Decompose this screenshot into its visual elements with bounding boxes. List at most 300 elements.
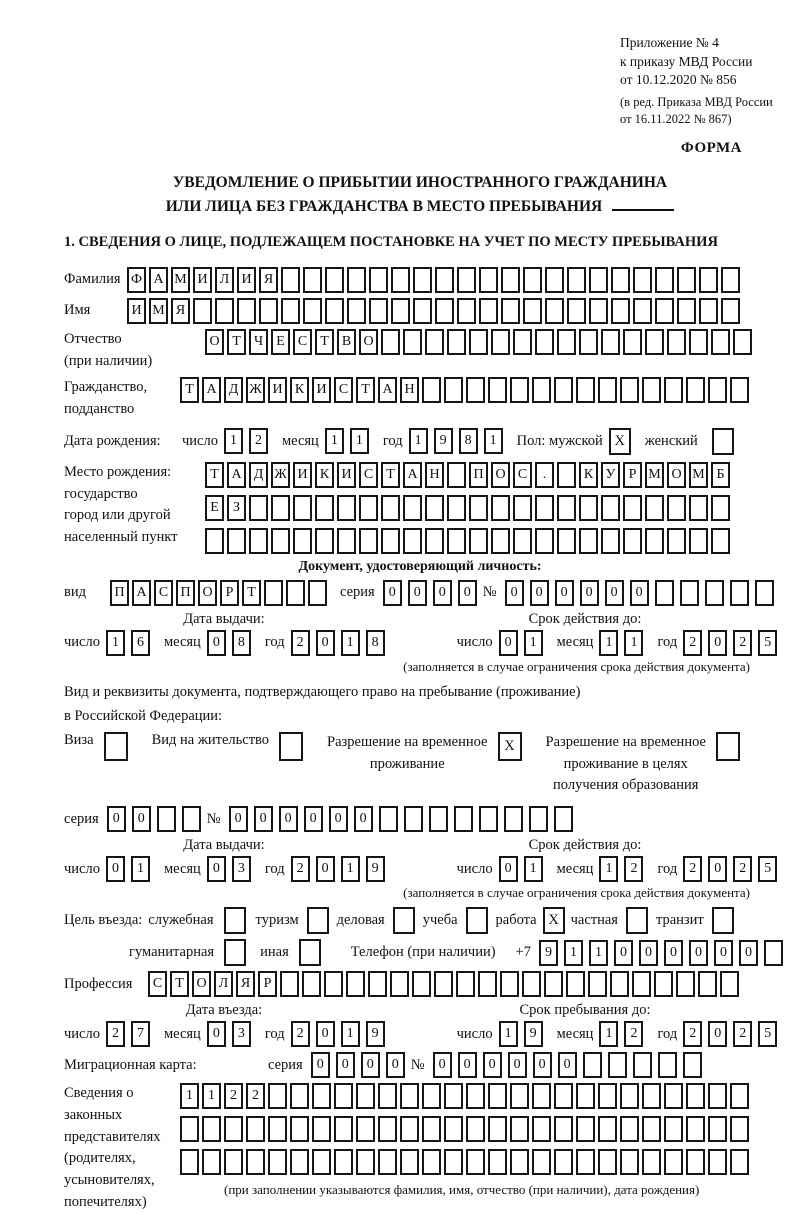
char-cell[interactable]: 0 [739, 940, 758, 966]
char-cell[interactable] [193, 298, 212, 324]
char-cell[interactable] [302, 971, 321, 997]
char-cell[interactable] [642, 377, 661, 403]
char-cell[interactable]: С [334, 377, 353, 403]
char-cell[interactable]: Я [171, 298, 190, 324]
char-cell[interactable]: 0 [580, 580, 599, 606]
char-cell[interactable] [730, 1083, 749, 1109]
char-cell[interactable] [601, 528, 620, 554]
char-cell[interactable] [346, 971, 365, 997]
char-cell[interactable] [413, 298, 432, 324]
visa-checkbox[interactable] [104, 732, 128, 761]
char-cell[interactable]: 0 [433, 1052, 452, 1078]
char-cell[interactable]: 1 [624, 630, 643, 656]
char-cell[interactable]: 0 [361, 1052, 380, 1078]
char-cell[interactable] [557, 495, 576, 521]
char-cell[interactable] [227, 528, 246, 554]
char-cell[interactable] [290, 1083, 309, 1109]
char-cell[interactable] [664, 377, 683, 403]
char-cell[interactable] [620, 1083, 639, 1109]
temp-permit-checkbox[interactable]: X [498, 732, 522, 761]
char-cell[interactable]: Я [259, 267, 278, 293]
char-cell[interactable] [469, 495, 488, 521]
char-cell[interactable] [699, 298, 718, 324]
char-cell[interactable]: 2 [733, 630, 752, 656]
char-cell[interactable] [479, 298, 498, 324]
char-cell[interactable]: П [176, 580, 195, 606]
char-cell[interactable]: 1 [409, 428, 428, 454]
char-cell[interactable]: 0 [107, 806, 126, 832]
char-cell[interactable] [598, 377, 617, 403]
char-cell[interactable] [523, 267, 542, 293]
char-cell[interactable]: 1 [180, 1083, 199, 1109]
char-cell[interactable]: Ж [246, 377, 265, 403]
official-checkbox[interactable] [224, 907, 246, 934]
char-cell[interactable] [359, 495, 378, 521]
char-cell[interactable]: 1 [131, 856, 150, 882]
char-cell[interactable] [447, 528, 466, 554]
char-cell[interactable] [334, 1149, 353, 1175]
char-cell[interactable] [589, 298, 608, 324]
char-cell[interactable]: 8 [232, 630, 251, 656]
char-cell[interactable]: 0 [605, 580, 624, 606]
char-cell[interactable]: 0 [207, 630, 226, 656]
char-cell[interactable] [642, 1149, 661, 1175]
char-cell[interactable] [645, 528, 664, 554]
char-cell[interactable]: 1 [599, 1021, 618, 1047]
char-cell[interactable] [491, 528, 510, 554]
char-cell[interactable]: 2 [683, 630, 702, 656]
char-cell[interactable]: Т [356, 377, 375, 403]
char-cell[interactable] [755, 580, 774, 606]
char-cell[interactable] [224, 1116, 243, 1142]
char-cell[interactable] [224, 1149, 243, 1175]
char-cell[interactable]: 0 [336, 1052, 355, 1078]
char-cell[interactable]: Е [271, 329, 290, 355]
char-cell[interactable] [303, 298, 322, 324]
char-cell[interactable] [532, 377, 551, 403]
char-cell[interactable] [545, 298, 564, 324]
char-cell[interactable] [312, 1083, 331, 1109]
char-cell[interactable] [510, 377, 529, 403]
char-cell[interactable]: Д [249, 462, 268, 488]
char-cell[interactable] [488, 1083, 507, 1109]
char-cell[interactable]: 1 [341, 1021, 360, 1047]
char-cell[interactable]: К [315, 462, 334, 488]
char-cell[interactable]: 0 [386, 1052, 405, 1078]
char-cell[interactable] [620, 1116, 639, 1142]
char-cell[interactable] [623, 329, 642, 355]
char-cell[interactable]: 2 [291, 1021, 310, 1047]
char-cell[interactable] [611, 298, 630, 324]
char-cell[interactable] [579, 495, 598, 521]
char-cell[interactable]: 1 [564, 940, 583, 966]
char-cell[interactable] [510, 1116, 529, 1142]
char-cell[interactable]: 0 [508, 1052, 527, 1078]
char-cell[interactable]: И [127, 298, 146, 324]
other-purpose-checkbox[interactable] [299, 939, 321, 966]
char-cell[interactable]: Р [623, 462, 642, 488]
char-cell[interactable] [378, 1149, 397, 1175]
char-cell[interactable] [444, 1149, 463, 1175]
char-cell[interactable] [567, 298, 586, 324]
char-cell[interactable]: 5 [758, 630, 777, 656]
char-cell[interactable]: 0 [689, 940, 708, 966]
char-cell[interactable]: 0 [408, 580, 427, 606]
char-cell[interactable] [381, 528, 400, 554]
char-cell[interactable] [677, 267, 696, 293]
char-cell[interactable] [369, 267, 388, 293]
char-cell[interactable] [557, 528, 576, 554]
char-cell[interactable]: 6 [131, 630, 150, 656]
char-cell[interactable] [523, 298, 542, 324]
char-cell[interactable]: О [198, 580, 217, 606]
char-cell[interactable] [721, 267, 740, 293]
char-cell[interactable] [422, 1083, 441, 1109]
char-cell[interactable]: Т [205, 462, 224, 488]
char-cell[interactable] [271, 495, 290, 521]
char-cell[interactable] [677, 298, 696, 324]
char-cell[interactable] [532, 1083, 551, 1109]
char-cell[interactable]: 0 [483, 1052, 502, 1078]
char-cell[interactable] [610, 971, 629, 997]
char-cell[interactable]: 1 [224, 428, 243, 454]
char-cell[interactable] [379, 806, 398, 832]
char-cell[interactable]: 1 [524, 856, 543, 882]
char-cell[interactable] [730, 580, 749, 606]
char-cell[interactable]: 2 [106, 1021, 125, 1047]
char-cell[interactable] [356, 1116, 375, 1142]
char-cell[interactable] [180, 1149, 199, 1175]
char-cell[interactable] [658, 1052, 677, 1078]
char-cell[interactable]: Т [381, 462, 400, 488]
char-cell[interactable] [589, 267, 608, 293]
char-cell[interactable] [601, 495, 620, 521]
char-cell[interactable]: 0 [555, 580, 574, 606]
char-cell[interactable]: 0 [499, 630, 518, 656]
char-cell[interactable] [608, 1052, 627, 1078]
char-cell[interactable]: 0 [458, 1052, 477, 1078]
char-cell[interactable] [479, 806, 498, 832]
char-cell[interactable]: . [535, 462, 554, 488]
char-cell[interactable]: П [110, 580, 129, 606]
char-cell[interactable] [466, 377, 485, 403]
char-cell[interactable] [664, 1116, 683, 1142]
char-cell[interactable] [447, 329, 466, 355]
char-cell[interactable]: 0 [458, 580, 477, 606]
char-cell[interactable] [501, 267, 520, 293]
char-cell[interactable] [215, 298, 234, 324]
char-cell[interactable] [557, 462, 576, 488]
char-cell[interactable]: 0 [558, 1052, 577, 1078]
char-cell[interactable] [381, 495, 400, 521]
female-checkbox[interactable] [712, 428, 734, 455]
char-cell[interactable] [544, 971, 563, 997]
char-cell[interactable]: 0 [714, 940, 733, 966]
char-cell[interactable] [689, 495, 708, 521]
char-cell[interactable]: 0 [106, 856, 125, 882]
char-cell[interactable]: И [268, 377, 287, 403]
char-cell[interactable] [720, 971, 739, 997]
char-cell[interactable]: 1 [524, 630, 543, 656]
char-cell[interactable] [456, 971, 475, 997]
char-cell[interactable] [708, 1116, 727, 1142]
char-cell[interactable] [466, 1083, 485, 1109]
char-cell[interactable]: О [359, 329, 378, 355]
char-cell[interactable]: 1 [325, 428, 344, 454]
char-cell[interactable] [711, 329, 730, 355]
char-cell[interactable] [708, 1083, 727, 1109]
char-cell[interactable] [654, 971, 673, 997]
char-cell[interactable] [667, 495, 686, 521]
char-cell[interactable]: 0 [311, 1052, 330, 1078]
char-cell[interactable]: К [290, 377, 309, 403]
char-cell[interactable] [202, 1116, 221, 1142]
char-cell[interactable] [246, 1116, 265, 1142]
char-cell[interactable]: Я [236, 971, 255, 997]
private-checkbox[interactable] [626, 907, 648, 934]
char-cell[interactable] [447, 462, 466, 488]
char-cell[interactable]: И [337, 462, 356, 488]
char-cell[interactable]: А [227, 462, 246, 488]
char-cell[interactable]: 0 [639, 940, 658, 966]
char-cell[interactable] [447, 495, 466, 521]
char-cell[interactable] [271, 528, 290, 554]
char-cell[interactable] [642, 1083, 661, 1109]
char-cell[interactable]: С [148, 971, 167, 997]
char-cell[interactable] [655, 580, 674, 606]
char-cell[interactable] [545, 267, 564, 293]
char-cell[interactable] [368, 971, 387, 997]
char-cell[interactable] [334, 1083, 353, 1109]
char-cell[interactable] [598, 1083, 617, 1109]
char-cell[interactable]: С [513, 462, 532, 488]
char-cell[interactable]: 1 [599, 630, 618, 656]
char-cell[interactable] [337, 528, 356, 554]
char-cell[interactable]: 2 [224, 1083, 243, 1109]
char-cell[interactable]: 1 [484, 428, 503, 454]
char-cell[interactable] [598, 1149, 617, 1175]
char-cell[interactable]: Р [258, 971, 277, 997]
char-cell[interactable] [522, 971, 541, 997]
char-cell[interactable]: 1 [499, 1021, 518, 1047]
char-cell[interactable] [391, 298, 410, 324]
char-cell[interactable] [676, 971, 695, 997]
char-cell[interactable]: Р [220, 580, 239, 606]
char-cell[interactable] [249, 528, 268, 554]
char-cell[interactable]: Т [227, 329, 246, 355]
char-cell[interactable]: 2 [291, 856, 310, 882]
char-cell[interactable] [730, 377, 749, 403]
char-cell[interactable]: Т [180, 377, 199, 403]
char-cell[interactable]: 0 [207, 1021, 226, 1047]
char-cell[interactable] [655, 298, 674, 324]
char-cell[interactable] [488, 377, 507, 403]
char-cell[interactable] [711, 495, 730, 521]
char-cell[interactable]: 2 [291, 630, 310, 656]
char-cell[interactable] [359, 528, 378, 554]
char-cell[interactable]: 0 [614, 940, 633, 966]
char-cell[interactable] [576, 1083, 595, 1109]
char-cell[interactable] [667, 528, 686, 554]
char-cell[interactable] [400, 1149, 419, 1175]
char-cell[interactable] [444, 377, 463, 403]
char-cell[interactable]: А [202, 377, 221, 403]
char-cell[interactable]: Ж [271, 462, 290, 488]
char-cell[interactable] [422, 1149, 441, 1175]
char-cell[interactable]: Н [400, 377, 419, 403]
work-checkbox[interactable]: X [543, 907, 565, 934]
char-cell[interactable] [501, 298, 520, 324]
char-cell[interactable] [381, 329, 400, 355]
char-cell[interactable] [488, 1149, 507, 1175]
char-cell[interactable] [733, 329, 752, 355]
char-cell[interactable]: М [171, 267, 190, 293]
char-cell[interactable] [180, 1116, 199, 1142]
char-cell[interactable] [598, 1116, 617, 1142]
char-cell[interactable]: И [237, 267, 256, 293]
char-cell[interactable] [632, 971, 651, 997]
char-cell[interactable] [566, 971, 585, 997]
char-cell[interactable] [535, 528, 554, 554]
char-cell[interactable]: 0 [316, 1021, 335, 1047]
char-cell[interactable]: 2 [683, 856, 702, 882]
char-cell[interactable]: 9 [524, 1021, 543, 1047]
char-cell[interactable]: 0 [533, 1052, 552, 1078]
char-cell[interactable] [249, 495, 268, 521]
char-cell[interactable]: М [689, 462, 708, 488]
char-cell[interactable] [664, 1083, 683, 1109]
char-cell[interactable] [554, 1083, 573, 1109]
char-cell[interactable]: 2 [733, 856, 752, 882]
char-cell[interactable] [315, 495, 334, 521]
char-cell[interactable] [500, 971, 519, 997]
char-cell[interactable] [264, 580, 283, 606]
char-cell[interactable] [583, 1052, 602, 1078]
char-cell[interactable] [290, 1149, 309, 1175]
char-cell[interactable] [268, 1149, 287, 1175]
char-cell[interactable] [290, 1116, 309, 1142]
char-cell[interactable] [633, 267, 652, 293]
char-cell[interactable] [623, 528, 642, 554]
char-cell[interactable] [422, 1116, 441, 1142]
char-cell[interactable] [434, 971, 453, 997]
char-cell[interactable] [623, 495, 642, 521]
char-cell[interactable]: 5 [758, 856, 777, 882]
char-cell[interactable] [611, 267, 630, 293]
char-cell[interactable]: 9 [434, 428, 453, 454]
char-cell[interactable] [425, 329, 444, 355]
char-cell[interactable] [157, 806, 176, 832]
char-cell[interactable] [532, 1116, 551, 1142]
char-cell[interactable] [686, 377, 705, 403]
char-cell[interactable] [633, 298, 652, 324]
residence-permit-checkbox[interactable] [279, 732, 303, 761]
char-cell[interactable] [478, 971, 497, 997]
char-cell[interactable] [308, 580, 327, 606]
char-cell[interactable]: Л [215, 267, 234, 293]
char-cell[interactable] [667, 329, 686, 355]
char-cell[interactable]: М [149, 298, 168, 324]
char-cell[interactable] [664, 1149, 683, 1175]
char-cell[interactable] [730, 1149, 749, 1175]
char-cell[interactable]: 2 [624, 856, 643, 882]
char-cell[interactable]: 1 [341, 630, 360, 656]
char-cell[interactable]: 2 [733, 1021, 752, 1047]
char-cell[interactable]: 9 [366, 856, 385, 882]
char-cell[interactable] [689, 329, 708, 355]
char-cell[interactable]: 2 [249, 428, 268, 454]
char-cell[interactable]: Ф [127, 267, 146, 293]
char-cell[interactable] [513, 495, 532, 521]
char-cell[interactable] [334, 1116, 353, 1142]
char-cell[interactable] [268, 1083, 287, 1109]
char-cell[interactable] [532, 1149, 551, 1175]
char-cell[interactable] [686, 1149, 705, 1175]
char-cell[interactable]: 2 [246, 1083, 265, 1109]
char-cell[interactable]: 2 [683, 1021, 702, 1047]
char-cell[interactable] [689, 528, 708, 554]
char-cell[interactable] [680, 580, 699, 606]
char-cell[interactable] [425, 528, 444, 554]
char-cell[interactable]: У [601, 462, 620, 488]
char-cell[interactable]: 0 [304, 806, 323, 832]
char-cell[interactable]: Н [425, 462, 444, 488]
char-cell[interactable]: 0 [207, 856, 226, 882]
char-cell[interactable] [303, 267, 322, 293]
char-cell[interactable] [579, 329, 598, 355]
char-cell[interactable]: Б [711, 462, 730, 488]
char-cell[interactable]: О [192, 971, 211, 997]
char-cell[interactable] [293, 495, 312, 521]
char-cell[interactable] [510, 1083, 529, 1109]
humanitarian-checkbox[interactable] [224, 939, 246, 966]
char-cell[interactable] [554, 377, 573, 403]
char-cell[interactable] [378, 1116, 397, 1142]
char-cell[interactable]: 0 [433, 580, 452, 606]
char-cell[interactable]: Т [242, 580, 261, 606]
char-cell[interactable]: М [645, 462, 664, 488]
char-cell[interactable] [708, 1149, 727, 1175]
char-cell[interactable] [721, 298, 740, 324]
char-cell[interactable] [645, 329, 664, 355]
char-cell[interactable] [286, 580, 305, 606]
char-cell[interactable] [633, 1052, 652, 1078]
char-cell[interactable] [422, 377, 441, 403]
char-cell[interactable]: Т [170, 971, 189, 997]
char-cell[interactable] [655, 267, 674, 293]
char-cell[interactable]: 1 [599, 856, 618, 882]
char-cell[interactable] [457, 267, 476, 293]
char-cell[interactable]: О [667, 462, 686, 488]
char-cell[interactable] [400, 1083, 419, 1109]
char-cell[interactable] [444, 1083, 463, 1109]
char-cell[interactable] [429, 806, 448, 832]
char-cell[interactable]: 8 [459, 428, 478, 454]
temp-permit-edu-checkbox[interactable] [716, 732, 740, 761]
char-cell[interactable]: 1 [341, 856, 360, 882]
tourism-checkbox[interactable] [307, 907, 329, 934]
char-cell[interactable] [293, 528, 312, 554]
char-cell[interactable] [645, 495, 664, 521]
char-cell[interactable] [280, 971, 299, 997]
char-cell[interactable]: 9 [539, 940, 558, 966]
char-cell[interactable] [567, 267, 586, 293]
char-cell[interactable] [435, 267, 454, 293]
char-cell[interactable] [554, 806, 573, 832]
char-cell[interactable]: 5 [758, 1021, 777, 1047]
char-cell[interactable] [588, 971, 607, 997]
char-cell[interactable] [698, 971, 717, 997]
